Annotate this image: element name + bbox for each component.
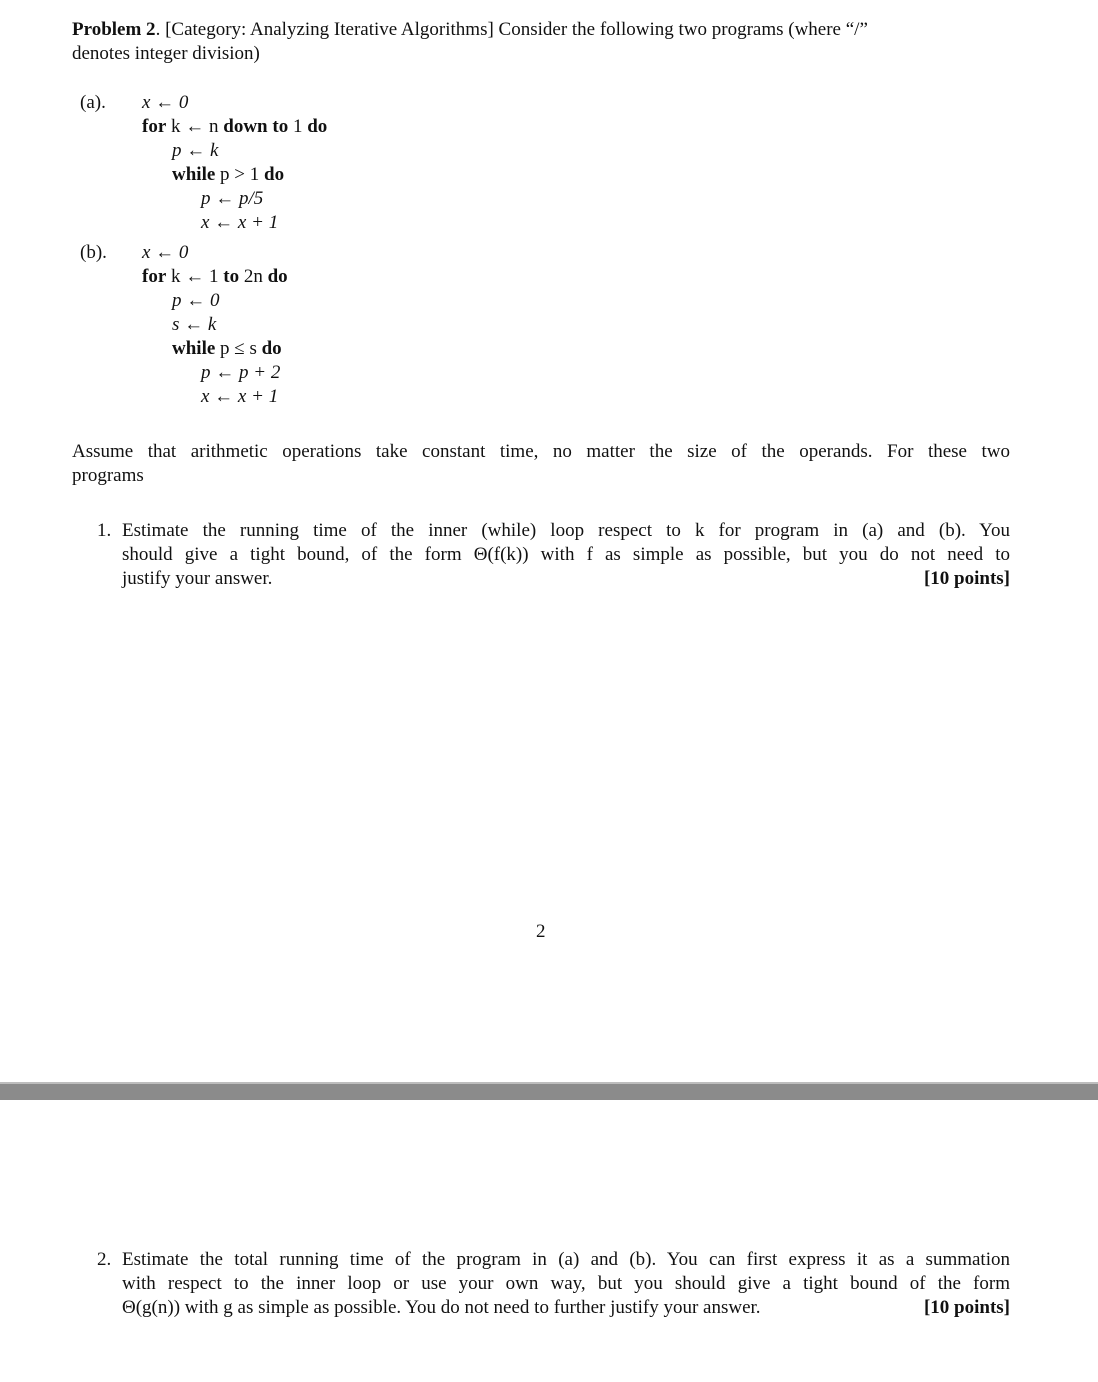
question2-line2: with respect to the inner loop or use your own way, but you should give a tight bound of the form — [122, 1273, 1010, 1294]
question2-points: [10 points] — [923, 1297, 1010, 1318]
program-a-line-3: p ← k — [172, 140, 219, 161]
problem-label: Problem 2 — [72, 19, 156, 40]
page-number: 2 — [536, 921, 546, 942]
page-bottom — [0, 1100, 1098, 1382]
program-b-line-1: x ← 0 — [142, 242, 189, 263]
problem-heading-line2: denotes integer division) — [72, 43, 260, 64]
question2-line1: Estimate the total running time of the program in (a) and (b). You can first express it as a summation — [122, 1249, 1010, 1270]
question1-number: 1. — [97, 520, 112, 541]
question1-line1: Estimate the running time of the inner (while) loop respect to k for program in (a) and (b). You — [122, 520, 1010, 541]
program-a-line-5: p ← p/5 — [201, 188, 264, 209]
program-b-line-3: p ← 0 — [172, 290, 220, 311]
program-b-line-2: for k ← 1 to 2n do — [142, 266, 288, 287]
problem-heading-line1 — [72, 18, 1010, 42]
assumption-line2: programs — [72, 465, 144, 486]
question2-number: 2. — [97, 1249, 112, 1270]
page-separator — [0, 1082, 1098, 1100]
question2-line3: Θ(g(n)) with g as simple as possible. You do not need to further justify your answer. — [122, 1297, 761, 1318]
program-a-line-2: for k ← n down to 1 do — [142, 116, 328, 137]
program-b-line-7: x ← x + 1 — [201, 386, 279, 407]
program-a-line-1: x ← 0 — [142, 92, 189, 113]
question1-line2: should give a tight bound, of the form Θ(f(k)) with f as simple as possible, but you do not need to — [122, 544, 1010, 565]
question1-line3: justify your answer. — [122, 568, 273, 589]
question1-points: [10 points] — [923, 568, 1010, 589]
program-b-line-5: while p ≤ s do — [172, 338, 282, 359]
program-b-line-4: s ← k — [172, 314, 217, 335]
program-b-line-6: p ← p + 2 — [201, 362, 281, 383]
program-a-line-4: while p > 1 do — [172, 164, 285, 185]
program-b-label: (b). — [80, 242, 107, 263]
problem-heading-text: . [Category: Analyzing Iterative Algorithms] Consider the following two programs (where “/” — [155, 19, 868, 40]
program-a-label: (a). — [80, 92, 106, 113]
program-a-line-6: x ← x + 1 — [201, 212, 279, 233]
assumption-line1: Assume that arithmetic operations take constant time, no matter the size of the operands. For these two — [72, 441, 1010, 462]
